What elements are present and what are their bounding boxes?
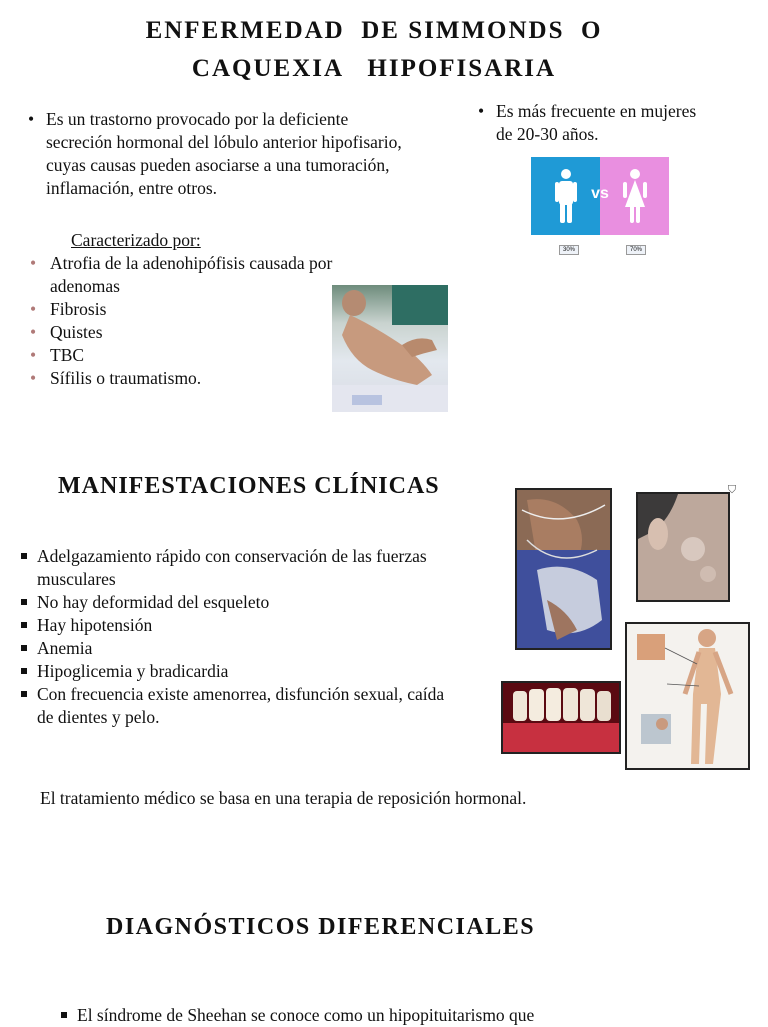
vs-label: vs <box>591 185 609 202</box>
list-item: • Atrofia de la adenohipófisis causada por adenomas <box>28 252 398 298</box>
patient-photo <box>332 285 448 412</box>
neck-skin-photo <box>636 492 730 602</box>
intro-list <box>28 108 413 200</box>
female-percentage: 70% <box>626 245 646 255</box>
manifestations-list <box>19 545 449 729</box>
list-item: • Sífilis o traumatismo. <box>28 367 398 390</box>
gender-infographic <box>531 157 669 257</box>
characterized-heading: Caracterizado por: <box>71 230 201 250</box>
list-item: Anemia <box>19 637 449 660</box>
frequency-list <box>478 100 708 146</box>
treatment-text: El tratamiento médico se basa en una terapia de reposición hormonal. <box>40 788 527 808</box>
list-item: Hipoglicemia y bradicardia <box>19 660 449 683</box>
list-item: • Fibrosis <box>28 298 398 321</box>
list-item: El síndrome de Sheehan se conoce como un hipopituitarismo que <box>59 1004 699 1027</box>
frequency-bullet: • Es más frecuente en mujeres de 20-30 años. <box>478 100 708 146</box>
differential-heading: DIAGNÓSTICOS DIFERENCIALES <box>106 914 536 940</box>
intro-bullet: • Es un trastorno provocado por la deficiente secreción hormonal del lóbulo anterior hipofisario, cuyas causas pueden asociarse a una tumoración, inflamación, entre otros. <box>28 108 413 200</box>
list-item: • Quistes <box>28 321 398 344</box>
patient-bed-photo <box>515 488 612 650</box>
list-item: • TBC <box>28 344 398 367</box>
anatomy-illustration <box>625 622 750 770</box>
male-percentage: 30% <box>559 245 579 255</box>
title-line-2: CAQUEXIA HIPOFISARIA <box>191 55 557 82</box>
list-item: Con frecuencia existe amenorrea, disfunción sexual, caída de dientes y pelo. <box>19 683 449 729</box>
list-item: Adelgazamiento rápido con conservación de las fuerzas musculares <box>19 545 449 591</box>
title-line-1: ENFERMEDAD DE SIMMONDS O <box>145 17 603 44</box>
manifestations-heading: MANIFESTACIONES CLÍNICAS <box>58 473 440 499</box>
teeth-photo <box>501 681 621 754</box>
list-item: Hay hipotensión <box>19 614 449 637</box>
page-title <box>0 12 748 88</box>
bookmark-icon[interactable]: ⛉ <box>727 483 737 496</box>
list-item: No hay deformidad del esqueleto <box>19 591 449 614</box>
